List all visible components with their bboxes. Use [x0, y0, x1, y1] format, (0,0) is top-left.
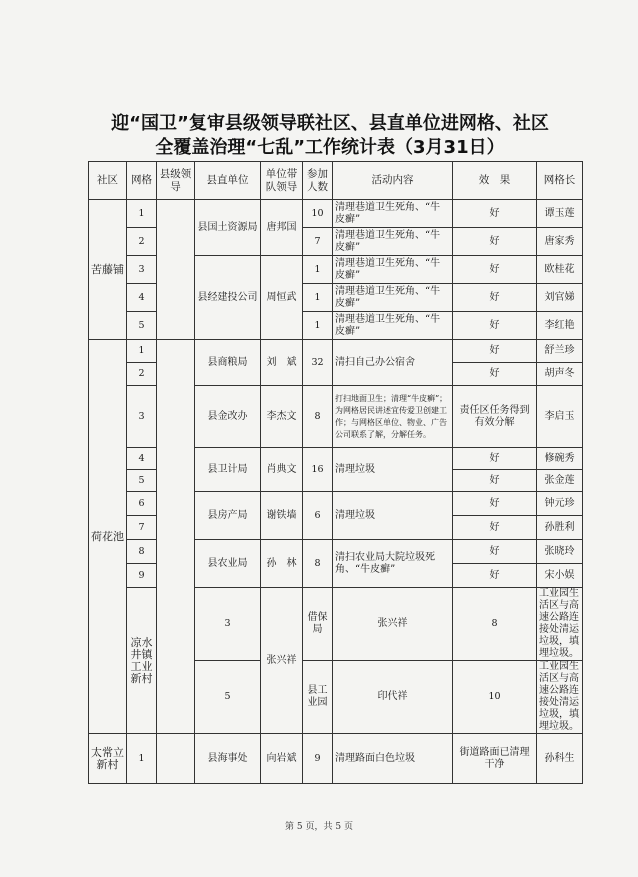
- grid-cell: 1: [127, 200, 157, 228]
- effect-cell: 好: [453, 284, 537, 312]
- activity-cell: 打扫地面卫生；清理“牛皮癣”；为网格居民讲述宜传爱卫创建工作；与网格区单位、物业、广告公司联系了解，分解任务。: [333, 386, 453, 448]
- grid-cell: 5: [127, 312, 157, 340]
- unit-cell: 县工业园: [303, 661, 333, 734]
- grid-chief-cell: 张金莲: [537, 470, 583, 492]
- effect-cell: 好: [453, 363, 537, 386]
- county-leader-cell: [157, 340, 195, 734]
- effect-cell: 好: [453, 200, 537, 228]
- community-cell: 苦藤铺: [89, 200, 127, 340]
- unit-cell: 县国土资源局: [195, 200, 261, 256]
- effect-cell: 好: [453, 448, 537, 470]
- community-cell: 荷花池: [89, 340, 127, 734]
- grid-chief-cell: 胡声冬: [537, 363, 583, 386]
- people-cell: 8: [303, 540, 333, 588]
- grid-cell: 9: [127, 564, 157, 588]
- title-line-1: 迎“国卫”复审县级领导联社区、县直单位进网格、社区: [111, 113, 549, 134]
- effect-cell: 责任区任务得到有效分解: [453, 386, 537, 448]
- unit-leader-cell: 印代祥: [333, 661, 453, 734]
- unit-leader-cell: 周恒武: [261, 256, 303, 340]
- grid-chief-cell: 刘官娣: [537, 284, 583, 312]
- header-row: [89, 162, 583, 200]
- grid-cell: 2: [127, 228, 157, 256]
- people-cell: 10: [453, 661, 537, 734]
- effect-cell: 好: [453, 228, 537, 256]
- grid-cell: 6: [127, 492, 157, 516]
- unit-leader-cell: 唐邦国: [261, 200, 303, 256]
- grid-chief-cell: 孙科生: [537, 734, 583, 784]
- grid-cell: 4: [127, 284, 157, 312]
- people-cell: 7: [303, 228, 333, 256]
- grid-chief-cell: 修碗秀: [537, 448, 583, 470]
- grid-chief-cell: 谭玉莲: [537, 200, 583, 228]
- people-cell: 32: [303, 340, 333, 386]
- header-community: 社区: [89, 162, 127, 200]
- statistics-table: [88, 161, 583, 784]
- community-cell: 太常立新村: [89, 734, 127, 784]
- grid-cell: 5: [127, 470, 157, 492]
- grid-chief-cell: 钟元珍: [537, 492, 583, 516]
- title-line-2: 全覆盖治理“七乱”工作统计表（3月31日）: [155, 137, 505, 158]
- header-people: 参加人数: [303, 162, 333, 200]
- document-title: [60, 112, 600, 160]
- activity-cell: 清理巷道卫生死角、“牛皮癣”: [333, 284, 453, 312]
- unit-cell: 县经建投公司: [195, 256, 261, 340]
- people-cell: 1: [303, 312, 333, 340]
- county-leader-cell: [157, 200, 195, 340]
- activity-cell: 工业园生活区与高速公路连接处清运垃圾，填埋垃圾。: [537, 588, 583, 661]
- grid-chief-cell: 张晓玲: [537, 540, 583, 564]
- grid-chief-cell: 唐家秀: [537, 228, 583, 256]
- activity-cell: 清理巷道卫生死角、“牛皮癣”: [333, 256, 453, 284]
- effect-cell: 好: [453, 256, 537, 284]
- header-unit-leader: 单位带队领导: [261, 162, 303, 200]
- grid-chief-cell: 欧桂花: [537, 256, 583, 284]
- people-cell: 16: [303, 448, 333, 492]
- grid-cell: 7: [127, 516, 157, 540]
- effect-cell: 好: [453, 312, 537, 340]
- people-cell: 10: [303, 200, 333, 228]
- header-grid-chief: 网格长: [537, 162, 583, 200]
- unit-leader-cell: 孙 林: [261, 540, 303, 588]
- county-leader-cell: 张兴祥: [261, 588, 303, 734]
- grid-cell: 2: [127, 363, 157, 386]
- grid-cell: 3: [127, 256, 157, 284]
- people-cell: 1: [303, 256, 333, 284]
- unit-cell: 县卫计局: [195, 448, 261, 492]
- unit-cell: 县房产局: [195, 492, 261, 540]
- unit-leader-cell: 向岩斌: [261, 734, 303, 784]
- unit-cell: 借保局: [303, 588, 333, 661]
- effect-cell: 好: [453, 564, 537, 588]
- unit-cell: 县金改办: [195, 386, 261, 448]
- activity-cell: 清理巷道卫生死角、“牛皮癣”: [333, 228, 453, 256]
- header-unit: 县直单位: [195, 162, 261, 200]
- grid-cell: 4: [127, 448, 157, 470]
- activity-cell: 清理垃圾: [333, 448, 453, 492]
- activity-cell: 清理垃圾: [333, 492, 453, 540]
- grid-chief-cell: 李红艳: [537, 312, 583, 340]
- effect-cell: 好: [453, 492, 537, 516]
- people-cell: 8: [303, 386, 333, 448]
- unit-leader-cell: 张兴祥: [333, 588, 453, 661]
- effect-cell: 街道路面已清理干净: [453, 734, 537, 784]
- county-leader-cell: [157, 734, 195, 784]
- unit-leader-cell: 谢铁墙: [261, 492, 303, 540]
- grid-cell: 3: [195, 588, 261, 661]
- page-footer: 第 5 页，共 5 页: [285, 822, 353, 832]
- effect-cell: 好: [453, 470, 537, 492]
- people-cell: 8: [453, 588, 537, 661]
- activity-cell: 清理巷道卫生死角、“牛皮癣”: [333, 200, 453, 228]
- activity-cell: 清扫自己办公宿舍: [333, 340, 453, 386]
- unit-leader-cell: 刘 斌: [261, 340, 303, 386]
- people-cell: 1: [303, 284, 333, 312]
- unit-cell: 县农业局: [195, 540, 261, 588]
- activity-cell: 清扫农业局大院垃圾死角、“牛皮癣”: [333, 540, 453, 588]
- grid-cell: 1: [127, 734, 157, 784]
- grid-chief-cell: 宋小娱: [537, 564, 583, 588]
- unit-cell: 县海事处: [195, 734, 261, 784]
- community-cell: 凉水井镇工业新村: [127, 588, 157, 734]
- effect-cell: 好: [453, 516, 537, 540]
- unit-cell: 县商粮局: [195, 340, 261, 386]
- people-cell: 6: [303, 492, 333, 540]
- grid-cell: 8: [127, 540, 157, 564]
- people-cell: 9: [303, 734, 333, 784]
- grid-cell: 1: [127, 340, 157, 363]
- unit-leader-cell: 李杰文: [261, 386, 303, 448]
- grid-cell: 5: [195, 661, 261, 734]
- activity-cell: 工业园生活区与高速公路连接处清运垃圾，填埋垃圾。: [537, 661, 583, 734]
- grid-chief-cell: 孙胜利: [537, 516, 583, 540]
- table-row: [89, 734, 583, 784]
- header-county-leader: 县级领导: [157, 162, 195, 200]
- unit-leader-cell: 肖典文: [261, 448, 303, 492]
- header-grid: 网格: [127, 162, 157, 200]
- effect-cell: 好: [453, 340, 537, 363]
- effect-cell: 好: [453, 540, 537, 564]
- header-effect: 效 果: [453, 162, 537, 200]
- activity-cell: 清理巷道卫生死角、“牛皮癣”: [333, 312, 453, 340]
- activity-cell: 清理路面白色垃圾: [333, 734, 453, 784]
- grid-chief-cell: 李启玉: [537, 386, 583, 448]
- grid-cell: 3: [127, 386, 157, 448]
- table-row: [89, 340, 583, 363]
- grid-chief-cell: 舒兰珍: [537, 340, 583, 363]
- table-row: [89, 200, 583, 228]
- header-activity: 活动内容: [333, 162, 453, 200]
